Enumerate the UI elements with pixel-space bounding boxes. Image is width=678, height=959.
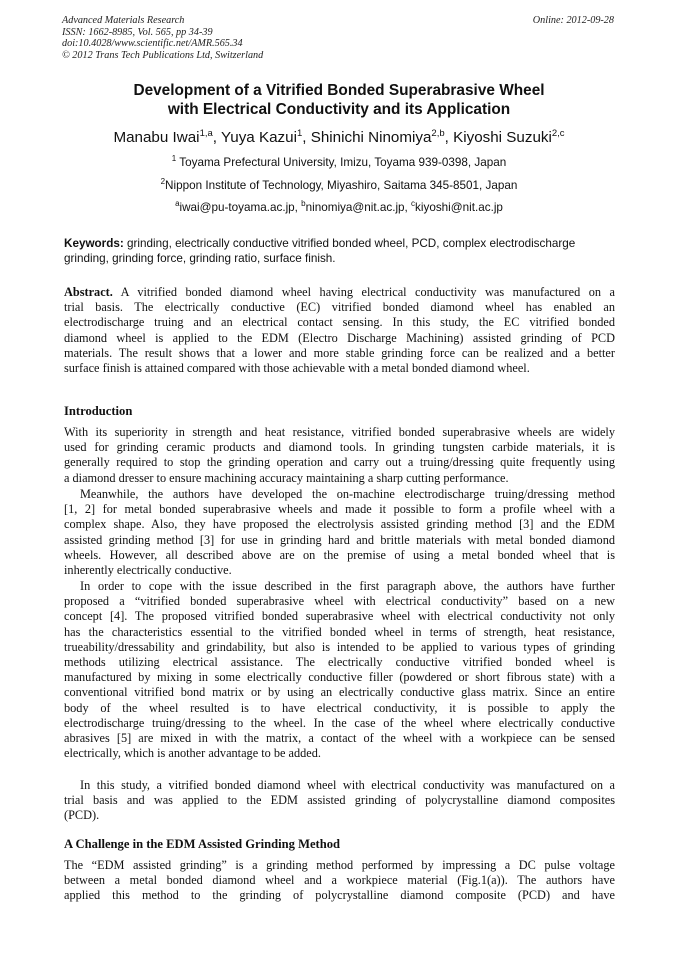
keywords-text: grinding, grinding force, grinding ratio, surface finish. (64, 252, 336, 266)
text-line: assisted grinding method [3] for use in grinding hard and brittle materials with metal bonded diamond (64, 532, 615, 547)
email-address: kiyoshi@nit.ac.jp (415, 201, 503, 214)
abstract-text: surface finish is attained compared with those achievable with a metal bonded diamond wheel. (64, 361, 530, 376)
text-line: The “EDM assisted grinding” is a grinding method performed by impressing a DC pulse voltage (64, 858, 615, 872)
affiliation-mark: 1 (171, 154, 177, 163)
title-line: with Electrical Conductivity and its Application (167, 101, 511, 118)
text-line: trial basis and was applied to the EDM assisted grinding of polycrystalline diamond composites (64, 793, 615, 808)
author-name: Yuya Kazui (220, 129, 297, 146)
abstract-label: Abstract. (64, 285, 113, 299)
abstract-text: diamond wheel is applied to the EDM (Electro Discharge Machining) assisted grinding of PCD (64, 330, 615, 345)
author-name: Manabu Iwai (113, 129, 200, 146)
intro-paragraph-4 (64, 778, 615, 824)
abstract-text: materials. The result shows that a lower and more stable grinding force can be realized and a better (64, 345, 615, 360)
text-line: electrodischarge truing/dressing to the wheel. In the case of the wheel where electrically conductive (64, 715, 615, 730)
journal-name: Advanced Materials Research (62, 15, 185, 26)
author-separator: , (212, 129, 221, 146)
text-line: between a metal bonded diamond wheel and a workpiece material (Fig.1(a)). The authors have (64, 873, 615, 888)
doi-line: doi:10.4028/www.scientific.net/AMR.565.34 (62, 38, 243, 50)
text-line: inherently electrically conductive. (64, 563, 232, 578)
text-line: Meanwhile, the authors have developed the on-machine electrodischarge truing/dressing method (80, 487, 615, 501)
text-line: methods utilizing electrical assistance. The electrically conductive vitrified bonded wheel is (64, 655, 615, 670)
text-line: applied this method to the grinding of polycrystalline diamond composite (PCD) and have (64, 888, 615, 903)
abstract (64, 285, 615, 376)
email-address: ninomiya@nit.ac.jp, (305, 201, 412, 214)
author-name: Kiyoshi Suzuki (453, 129, 552, 146)
text-line: concept [4]. The proposed vitrified bonded superabrasive wheel with electrical conductivity not only (64, 609, 615, 624)
email-address: iwai@pu-toyama.ac.jp, (179, 201, 302, 214)
journal-meta (62, 15, 263, 61)
author-list (60, 129, 618, 146)
email-mark: c (411, 199, 416, 208)
text-line: has the characteristics essential to the vitrified bonded wheel in terms of strength, heat resistance, (64, 624, 615, 639)
title-line: Development of a Vitrified Bonded Superabrasive Wheel (133, 82, 545, 99)
author-affiliation-mark: 2,c (551, 128, 565, 139)
affiliation-1 (60, 156, 618, 169)
email-line (60, 201, 618, 214)
email-mark: a (175, 199, 180, 208)
edm-paragraph-1 (64, 858, 615, 904)
text-line: abrasives [5] are mixed in with the matrix, a contact of the wheel with a workpiece can be sensed (64, 731, 615, 746)
text-line: wheels. However, all described above are on the premise of using a metal bonded wheel that is (64, 547, 615, 562)
affiliation-text: Nippon Institute of Technology, Miyashiro, Saitama 345-8501, Japan (165, 179, 518, 192)
author-separator: , (444, 129, 454, 146)
abstract-text: A vitrified bonded diamond wheel having electrical conductivity was manufactured on a (112, 285, 615, 299)
author-affiliation-mark: 1 (296, 128, 303, 139)
author-name: Shinichi Ninomiya (310, 129, 432, 146)
author-separator: , (302, 129, 311, 146)
author-affiliation-mark: 1,a (199, 128, 213, 139)
affiliation-text: Toyama Prefectural University, Imizu, Toyama 939-0398, Japan (176, 156, 507, 169)
text-line: body of the wheel resulted is to have electrical conductivity, it is possible to apply the (64, 700, 615, 715)
text-line: proposed a “vitrified bonded superabrasive wheel with electrical conductivity” based on a new (64, 594, 615, 609)
text-line: [1, 2] for metal bonded superabrasive wheels and made it possible to form a profile wheel with a (64, 502, 615, 517)
text-line: In order to cope with the issue described in the first paragraph above, the authors have further (80, 579, 615, 593)
affiliation-2 (60, 179, 618, 192)
text-line: manufactured by mixing in some electrically conductive filler (powdered or short fibrous state) with a (64, 670, 615, 685)
abstract-text: electrodischarge truing and an electrical contact sensing. In this study, the EC vitrified bonded (64, 315, 615, 330)
section-heading-edm-challenge: A Challenge in the EDM Assisted Grinding Method (64, 837, 341, 851)
keywords-text: grinding, electrically conductive vitrified bonded wheel, PCD, complex electrodischarge (123, 237, 576, 250)
text-line: electrically, which is another advantage to be added. (64, 746, 321, 761)
section-heading-introduction: Introduction (64, 404, 133, 418)
text-line: used for grinding ceramic products and diamond tools. In grinding tungsten carbide materials, it is (64, 440, 615, 455)
author-affiliation-mark: 2,b (431, 128, 445, 139)
text-line: (PCD). (64, 808, 100, 823)
online-date: Online: 2012-09-28 (532, 15, 614, 26)
abstract-text: trial basis. The electrically conductive (EC) vitrified bonded diamond wheel has enabled an (64, 300, 615, 315)
intro-paragraph-1 (64, 425, 615, 486)
paper-title (60, 81, 618, 119)
text-line: In this study, a vitrified bonded diamond wheel with electrical conductivity was manufactured on a (80, 778, 615, 792)
keywords-label: Keywords: (64, 237, 124, 250)
text-line: conventional vitrified bond matrix or by using an electrically conductive glass matrix. Since an entire (64, 685, 615, 700)
text-line: complex shape. Also, they have proposed the electrolysis assisted grinding method [3] and the EDM (64, 517, 615, 532)
text-line: trueability/dressability and grindability, but also is intended to be applied to various types of grinding (64, 639, 615, 654)
issn-line: ISSN: 1662-8985, Vol. 565, pp 34-39 (62, 26, 213, 38)
intro-paragraph-3 (64, 579, 615, 761)
affiliation-mark: 2 (160, 177, 166, 186)
text-line: With its superiority in strength and heat resistance, vitrified bonded superabrasive wheels are widely (64, 425, 615, 439)
intro-paragraph-2 (64, 487, 615, 578)
text-line: a diamond dresser to ensure machining accuracy maintaining a sharp cutting performance. (64, 470, 509, 485)
email-mark: b (301, 199, 306, 208)
text-line: generally required to stop the grinding operation and carry out a truing/dressing quite frequently using (64, 455, 615, 470)
keywords (64, 236, 615, 266)
copyright-line: © 2012 Trans Tech Publications Ltd, Switzerland (62, 49, 264, 61)
